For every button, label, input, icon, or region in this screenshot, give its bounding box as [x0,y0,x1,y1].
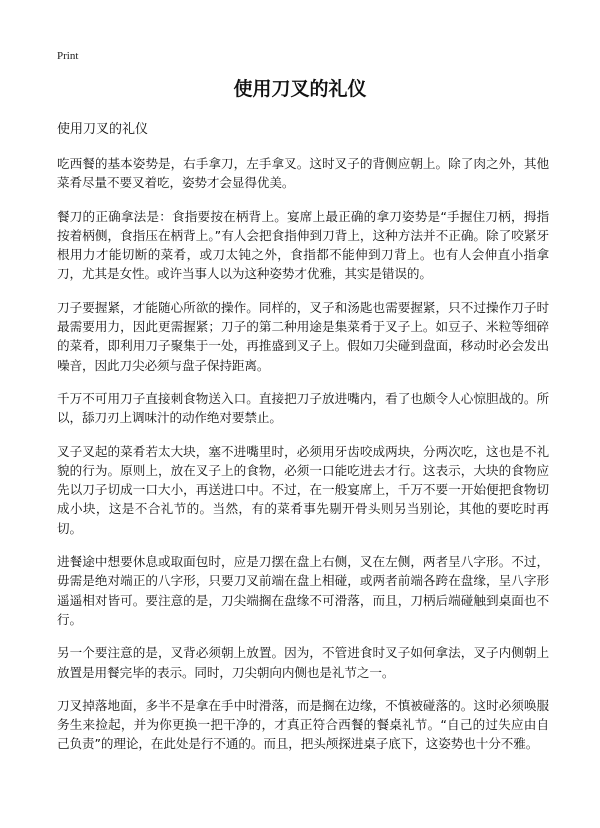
paragraph: 餐刀的正确拿法是：食指要按在柄背上。宴席上最正确的拿刀姿势是“手握住刀柄，拇指按着柄侧，食指压在柄背上。”有人会把食指伸到刀背上，这种方法并不正确。除了咬紧牙根用力才能切断的菜肴，或刀太钝之外，食指都不能伸到刀背上。也有人会伸直小指拿刀，尤其是女性。或许当事人以为这种姿势才优雅，其实是错误的。 [57,208,549,282]
article-subtitle: 使用刀叉的礼仪 [57,122,149,137]
paragraph: 吃西餐的基本姿势是，右手拿刀，左手拿叉。这时叉子的背侧应朝上。除了肉之外，其他菜肴尽量不要叉着吃，姿势才会显得优美。 [57,156,549,191]
page-title: 使用刀叉的礼仪 [233,78,367,100]
paragraph: 叉子叉起的菜肴若太大块，塞不进嘴里时，必须用牙齿咬成两块，分两次吃，这也是不礼貌的行为。原则上，放在叉子上的食物，必须一口能吃进去才行。这表示，大块的食物应先以刀子切成一口大小，再送进口中。不过，在一般宴席上，千万不要一开始便把食物切成小块，这是不合礼节的。当然，有的菜肴事先剔开骨头则另当别论，其他的要吃时再切。 [57,443,549,536]
paragraph: 进餐途中想要休息或取面包时，应是刀摆在盘上右侧，叉在左侧，两者呈八字形。不过，毋需是绝对端正的八字形，只要刀叉前端在盘上相碰，或两者前端各跨在盘缘，呈八字形遥遥相对皆可。要注意的是，刀尖端搁在盘缘不可滑落，而且，刀柄后端碰触到桌面也不行。 [57,554,549,627]
print-link[interactable]: Print [57,50,79,62]
article-body [57,120,549,768]
paragraph: 刀叉掉落地面，多半不是拿在手中时滑落，而是搁在边缘，不慎被碰落的。这时必须唤服务生来捡起，并为你更换一把干净的，才真正符合西餐的餐桌礼节。“自己的过失应由自己负责”的理论，在此处是行不通的。而且，把头颅探进桌子底下，这姿势也十分不雅。 [57,697,549,752]
paragraph: 另一个要注意的是，叉背必须朝上放置。因为，不管进食时叉子如何拿法，叉子内侧朝上放置是用餐完毕的表示。同时，刀尖朝向内侧也是礼节之一。 [57,645,549,680]
paragraph: 刀子要握紧，才能随心所欲的操作。同样的，叉子和汤匙也需要握紧，只不过操作刀子时最需要用力，因此更需握紧；刀子的第二种用途是集菜肴于叉子上。如豆子、米粒等细碎的菜肴，即利用刀子聚集于一处，再推盛到叉子上。假如刀尖碰到盘面，移动时必会发出噪音，因此刀尖必须与盘子保持距离。 [57,299,549,373]
paragraph: 千万不可用刀子直接刺食物送入口。直接把刀子放进嘴内，看了也颇令人心惊胆战的。所以，舔刀刃上调味汁的动作绝对要禁止。 [57,390,549,426]
